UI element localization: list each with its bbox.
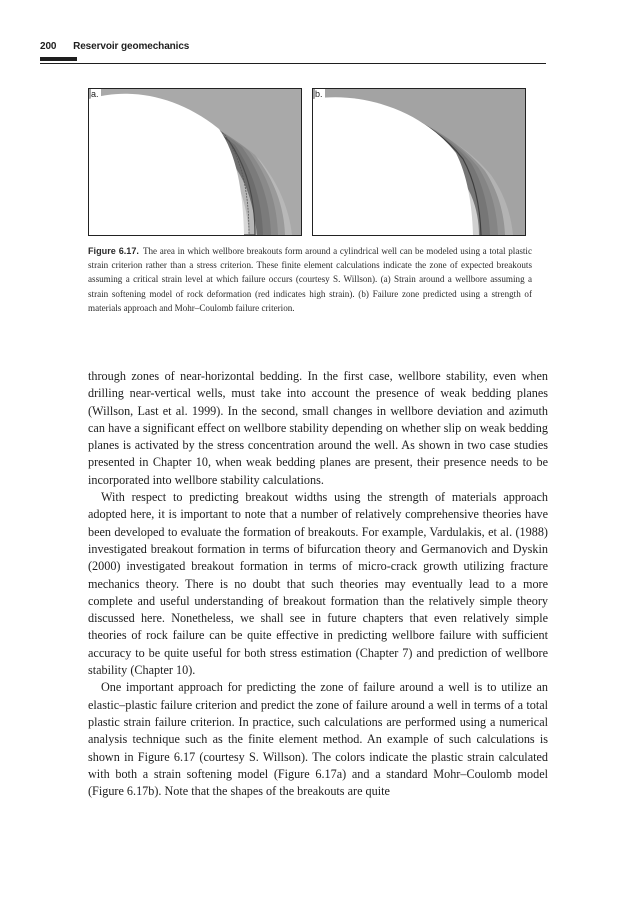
header-rule-thick [40,57,77,61]
page-number: 200 [40,41,57,52]
running-title: Reservoir geomechanics [73,41,190,52]
panel-b-label: b. [315,89,323,99]
mohr-coulomb-plot [313,89,525,235]
header-rule-thin [40,63,546,64]
paragraph: through zones of near-horizontal bedding. In the first case, wellbore stability, even when drilling near-vertical wells, must take into account the presence of weak bedding planes (Willson, Last et al. 1999). In the second, small changes in wellbore deviation and azimuth can have a significant effect on wellbore stability depending on whether slip on weak bedding planes is activated by the stress concentration around the well. As shown in two case studies presented in Chapter 10, when weak bedding planes are present, their presence needs to be incorporated into wellbore stability calculations. [88,369,548,487]
running-head [40,41,189,52]
figure-caption [88,244,532,315]
paragraph: With respect to predicting breakout widths using the strength of materials approach adopted here, it is important to note that a number of relatively comprehensive theories have been developed to evaluate the formation of breakouts. For example, Vardulakis, et al. (1988) investigated breakout formation in terms of bifurcation theory and Germanovich and Dyskin (2000) investigated breakout formation in terms of micro-crack growth utilizing fracture mechanics theory. There is no doubt that such theories may eventually lead to a more complete and useful understanding of breakout formation than the relatively simple theory discussed here. Nonetheless, we shall see in future chapters that even relatively simple theories of rock failure can be quite effective in predicting wellbore failure with sufficient accuracy to be quite useful for both stress estimation (Chapter 7) and prediction of wellbore stability (Chapter 10). [88,490,548,678]
strain-softening-plot [89,89,301,235]
panel-a-label: a. [91,89,99,99]
figure-panel-b [312,88,526,236]
body-text [88,368,548,800]
figure-caption-label: Figure 6.17. [88,246,139,256]
paragraph: One important approach for predicting the zone of failure around a well is to utilize an elastic–plastic failure criterion and predict the zone of failure around a well in terms of a total plastic strain failure criterion. In practice, such calculations are performed using a numerical analysis technique such as the finite element method. An example of such calculations is shown in Figure 6.17 (courtesy S. Willson). The colors indicate the plastic strain calculated with both a strain softening model (Figure 6.17a) and a standard Mohr–Coulomb model (Figure 6.17b). Note that the shapes of the breakouts are quite [88,680,548,799]
figure-panel-a [88,88,302,236]
figure-caption-text: The area in which wellbore breakouts form around a cylindrical well can be modeled using a total plastic strain criterion rather than a stress criterion. These finite element calculations indicate the zone of expected breakouts assuming a critical strain level at which failure occurs (courtesy S. Willson). (a) Strain around a wellbore assuming a strain softening model of rock deformation (red indicates high strain). (b) Failure zone predicted using a strength of materials approach and Mohr–Coulomb failure criterion. [88,246,532,313]
